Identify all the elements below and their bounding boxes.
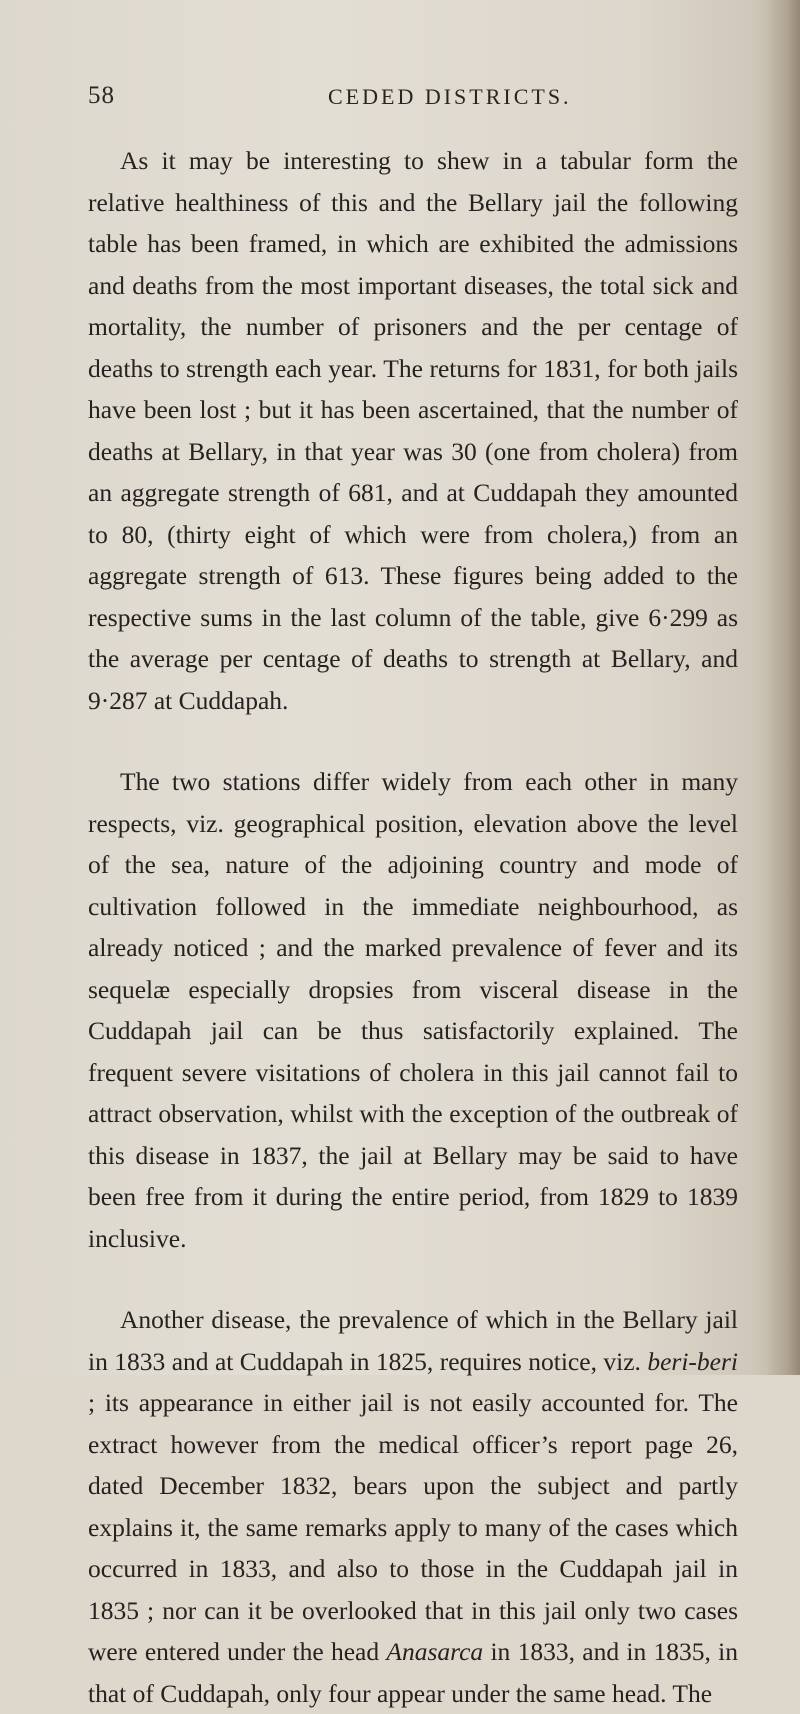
paragraph-3-text-middle: ; its appearance in either jail is not easily accounted for. The extract however from the medical officer’s report page 26, dated December 1832, bears upon the subject and partly explains it, the same remarks apply to many of the cases which occurred in 1833, and also to those in the Cuddapah jail in 1835 ; nor can it be overlooked that in this jail only two cases were entered under the head (88, 1388, 738, 1666)
paragraph-3 (88, 1299, 738, 1714)
page-edge-shadow (766, 0, 800, 1375)
paragraph-3-text-before: Another disease, the prevalence of which in the Bellary jail in 1833 and at Cuddapah in 1825, requires notice, viz. (88, 1305, 738, 1376)
beri-beri-term: beri-beri (647, 1346, 738, 1376)
running-head: CEDED DISTRICTS. (328, 84, 572, 109)
page-number: 58 (88, 82, 115, 109)
paragraph-3-text-after: in 1833, and in 1835, in that of Cuddapah, only four appear under the same head. The (88, 1637, 738, 1708)
paragraph-1: As it may be interesting to shew in a tabular form the relative healthiness of this and the Bellary jail the following table has been framed, in which are exhibited the admissions and deaths from the most important diseases, the total sick and mortality, the number of prisoners and the per centage of deaths to strength each year. The returns for 1831, for both jails have been lost ; but it has been ascertained, that the number of deaths at Bellary, in that year was 30 (one from cholera) from an aggregate strength of 681, and at Cuddapah they amounted to 80, (thirty eight of which were from cholera,) from an aggregate strength of 613. These figures being added to the respective sums in the last column of the table, give 6·299 as the average per centage of deaths to strength at Bellary, and 9·287 at Cuddapah. (88, 146, 738, 715)
paragraph-2: The two stations differ widely from each other in many respects, viz. geographical position, elevation above the level of the sea, nature of the adjoining country and mode of cultivation followed in the immediate neighbourhood, as already noticed ; and the marked prevalence of fever and its sequelæ especially dropsies from visceral disease in the Cuddapah jail can be thus satisfactorily explained. The frequent severe visitations of cholera in this jail cannot fail to attract observation, whilst with the exception of the outbreak of this disease in 1837, the jail at Bellary may be said to have been free from it during the entire period, from 1829 to 1839 inclusive. (88, 767, 738, 1253)
body-text (88, 140, 738, 1714)
anasarca-term: Anasarca (386, 1637, 484, 1666)
page-header (88, 82, 728, 118)
